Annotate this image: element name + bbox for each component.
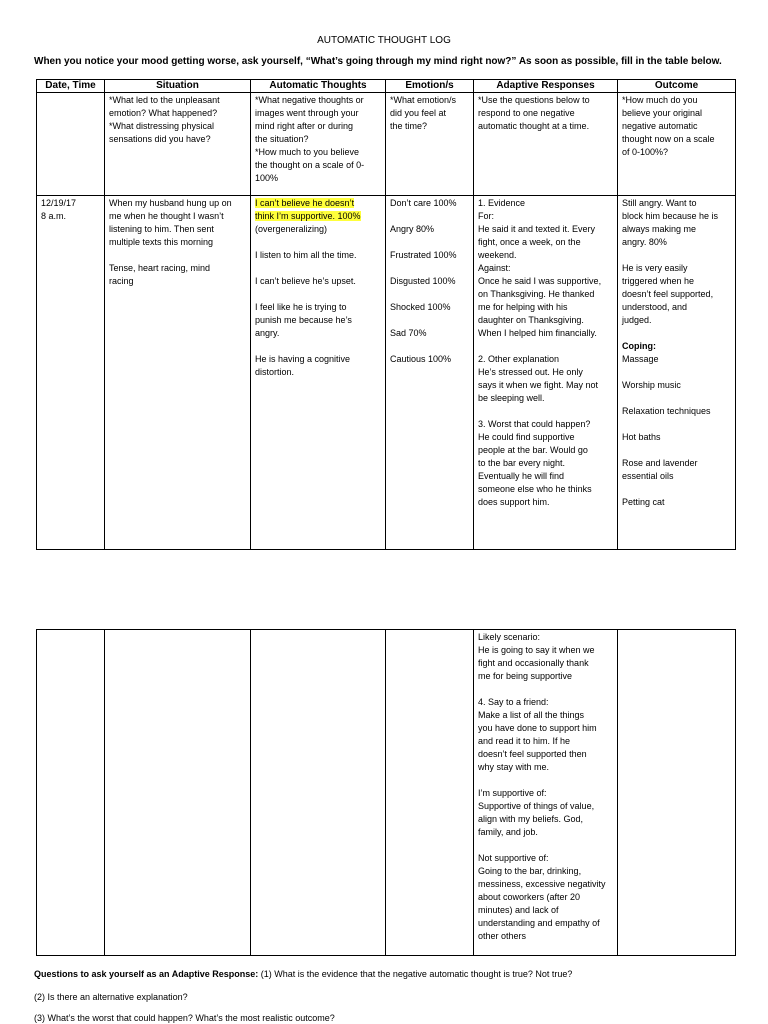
text-line: to the bar every night. — [478, 458, 566, 468]
text-line — [622, 249, 731, 262]
text-line: the situation? — [255, 134, 309, 144]
text-line — [622, 444, 731, 457]
text-line — [622, 392, 731, 405]
coping-label: Coping: — [622, 341, 656, 351]
text-line: He said it and texted it. Every — [478, 224, 596, 234]
entry-thoughts — [251, 196, 386, 550]
text-line: Supportive of things of value, — [478, 801, 595, 811]
text-line: Frustrated 100% — [390, 250, 457, 260]
text-line: He is very easily — [622, 263, 688, 273]
text-line: 2. Other explanation — [478, 354, 560, 364]
text-line: other others — [478, 931, 527, 941]
header-outcome: Outcome — [618, 80, 736, 93]
text-line: He is having a cognitive — [255, 354, 351, 364]
text-line — [255, 288, 381, 301]
text-line: block him because he is — [622, 211, 719, 221]
text-line: racing — [109, 276, 134, 286]
text-line: Massage — [622, 354, 659, 364]
text-line: 12/19/17 — [41, 198, 77, 208]
header-automatic-thoughts: Automatic Thoughts — [251, 80, 386, 93]
text-line: When I helped him financially. — [478, 328, 597, 338]
text-line: 1. Evidence — [478, 198, 526, 208]
text-line: Disgusted 100% — [390, 276, 456, 286]
instructions: When you notice your mood getting worse, ask yourself, “What’s going through my mind right now?” As soon as possible, fill in the table below. — [34, 56, 722, 67]
text-line — [255, 236, 381, 249]
text-line: Still angry. Want to — [622, 198, 697, 208]
text-line: *What led to the unpleasant — [109, 95, 220, 105]
text-line — [109, 249, 246, 262]
text-line: Going to the bar, drinking, — [478, 866, 582, 876]
entry-outcome — [618, 196, 736, 550]
text-line: understood, and — [622, 302, 688, 312]
text-line: weekend. — [478, 250, 517, 260]
cont-emotions — [386, 630, 474, 956]
text-line: people at the bar. Would go — [478, 445, 588, 455]
text-line: doesn’t feel supported then — [478, 749, 587, 759]
text-line: automatic thought at a time. — [478, 121, 590, 131]
continuation-table — [36, 629, 736, 956]
text-line: (overgeneralizing) — [255, 224, 328, 234]
text-line: He could find supportive — [478, 432, 575, 442]
text-line: I can’t believe he’s upset. — [255, 276, 356, 286]
text-line: understanding and empathy of — [478, 918, 600, 928]
text-line: Relaxation techniques — [622, 406, 711, 416]
cont-situation — [105, 630, 251, 956]
text-line: about coworkers (after 20 — [478, 892, 581, 902]
text-line: Petting cat — [622, 497, 665, 507]
text-line: judged. — [622, 315, 652, 325]
text-line: did you feel at — [390, 108, 447, 118]
text-line: messiness, excessive negativity — [478, 879, 606, 889]
text-line: family, and job. — [478, 827, 538, 837]
text-line — [478, 683, 613, 696]
header-situation: Situation — [105, 80, 251, 93]
text-line: why stay with me. — [478, 762, 550, 772]
text-line: 100% — [255, 173, 279, 183]
text-line: Once he said I was supportive, — [478, 276, 602, 286]
header-row — [37, 80, 736, 93]
text-line: daughter on Thanksgiving. — [478, 315, 584, 325]
text-line: I listen to him all the time. — [255, 250, 357, 260]
text-line: He is going to say it when we — [478, 645, 595, 655]
header-adaptive-responses: Adaptive Responses — [474, 80, 618, 93]
text-line: Worship music — [622, 380, 681, 390]
text-line: 3. Worst that could happen? — [478, 419, 591, 429]
text-line: sensations did you have? — [109, 134, 211, 144]
text-line: I’m supportive of: — [478, 788, 547, 798]
text-line: the thought on a scale of 0- — [255, 160, 365, 170]
text-line: multiple texts this morning — [109, 237, 214, 247]
text-line: me for being supportive — [478, 671, 573, 681]
entry-situation — [105, 196, 251, 550]
text-line: distortion. — [255, 367, 295, 377]
text-line: says it when we fight. May not — [478, 380, 599, 390]
text-line: When my husband hung up on — [109, 198, 232, 208]
continuation-row — [37, 630, 736, 956]
text-line: Eventually he will find — [478, 471, 565, 481]
prompt-situation — [105, 93, 251, 196]
question-3: (3) What’s the worst that could happen? What’s the most realistic outcome? — [34, 1013, 335, 1023]
text-line: angry. — [255, 328, 280, 338]
coping-list — [622, 353, 731, 509]
prompt-emotions — [386, 93, 474, 196]
text-line: For: — [478, 211, 495, 221]
text-line: angry. 80% — [622, 237, 667, 247]
text-line: of 0-100%? — [622, 147, 669, 157]
text-line — [390, 340, 469, 353]
cont-responses — [474, 630, 618, 956]
text-line — [390, 288, 469, 301]
text-line — [622, 366, 731, 379]
text-line — [390, 262, 469, 275]
prompt-row — [37, 93, 736, 196]
text-line: *How much do you — [622, 95, 698, 105]
text-line: always making me — [622, 224, 697, 234]
text-line: punish me because he’s — [255, 315, 352, 325]
cont-thoughts — [251, 630, 386, 956]
text-line: *How much to you believe — [255, 147, 360, 157]
cont-date — [37, 630, 105, 956]
text-line: someone else who he thinks — [478, 484, 592, 494]
prompt-thoughts — [251, 93, 386, 196]
text-line: Against: — [478, 263, 511, 273]
text-line: on Thanksgiving. He thanked — [478, 289, 595, 299]
text-line: *What emotion/s — [390, 95, 457, 105]
highlighted-thought: I can’t believe he doesn’t think I’m supportive. 100% — [255, 198, 361, 221]
question-1: (1) What is the evidence that the negative automatic thought is true? Not true? — [260, 969, 573, 979]
text-line: He’s stressed out. He only — [478, 367, 583, 377]
entry-date — [37, 196, 105, 550]
text-line: does support him. — [478, 497, 550, 507]
text-line — [390, 236, 469, 249]
text-line — [478, 340, 613, 353]
text-line — [478, 774, 613, 787]
text-line: I feel like he is trying to — [255, 302, 347, 312]
text-line: align with my beliefs. God, — [478, 814, 584, 824]
text-line — [622, 483, 731, 496]
text-line: be sleeping well. — [478, 393, 545, 403]
text-line — [478, 839, 613, 852]
text-line: *What negative thoughts or — [255, 95, 364, 105]
text-line: me for helping with his — [478, 302, 568, 312]
text-line: Hot baths — [622, 432, 661, 442]
text-line — [255, 262, 381, 275]
entry-row — [37, 196, 736, 550]
thought-log-table — [36, 79, 736, 550]
cont-outcome — [618, 630, 736, 956]
text-line: emotion? What happened? — [109, 108, 218, 118]
text-line: listening to him. Then sent — [109, 224, 214, 234]
text-line: doesn’t feel supported, — [622, 289, 714, 299]
text-line — [622, 418, 731, 431]
text-line: and read it to him. If he — [478, 736, 571, 746]
text-line: negative automatic — [622, 121, 698, 131]
header-date-time: Date, Time — [37, 80, 105, 93]
entry-emotions — [386, 196, 474, 550]
text-line: images went through your — [255, 108, 359, 118]
text-line: Cautious 100% — [390, 354, 452, 364]
text-line: 8 a.m. — [41, 211, 67, 221]
text-line: 4. Say to a friend: — [478, 697, 549, 707]
text-line: me when he thought I wasn’t — [109, 211, 224, 221]
questions-label: Questions to ask yourself as an Adaptive Response: — [34, 969, 259, 979]
text-line: respond to one negative — [478, 108, 575, 118]
text-line: thought now on a scale — [622, 134, 715, 144]
text-line: Don’t care 100% — [390, 198, 457, 208]
text-line: Likely scenario: — [478, 632, 541, 642]
text-line — [478, 405, 613, 418]
text-line — [390, 314, 469, 327]
text-line: Angry 80% — [390, 224, 435, 234]
thought-list — [255, 223, 381, 379]
prompt-outcome — [618, 93, 736, 196]
text-line: Make a list of all the things — [478, 710, 585, 720]
text-line: *Use the questions below to — [478, 95, 590, 105]
text-line: mind right after or during — [255, 121, 354, 131]
prompt-responses — [474, 93, 618, 196]
text-line: fight, once a week, on the — [478, 237, 581, 247]
question-2: (2) Is there an alternative explanation? — [34, 992, 188, 1002]
text-line — [390, 210, 469, 223]
questions-line-1 — [34, 969, 754, 979]
text-line: you have done to support him — [478, 723, 597, 733]
text-line: Tense, heart racing, mind — [109, 263, 211, 273]
prompt-date — [37, 93, 105, 196]
header-emotions: Emotion/s — [386, 80, 474, 93]
text-line: Not supportive of: — [478, 853, 549, 863]
text-line — [255, 340, 381, 353]
page-title: AUTOMATIC THOUGHT LOG — [317, 35, 451, 46]
text-line: believe your original — [622, 108, 703, 118]
text-line: Sad 70% — [390, 328, 427, 338]
text-line: fight and occasionally thank — [478, 658, 589, 668]
text-line: minutes) and lack of — [478, 905, 559, 915]
text-line: Rose and lavender — [622, 458, 698, 468]
entry-responses — [474, 196, 618, 550]
text-line: Shocked 100% — [390, 302, 451, 312]
text-line: essential oils — [622, 471, 674, 481]
outcome-list — [622, 197, 731, 327]
text-line: *What distressing physical — [109, 121, 215, 131]
text-line: the time? — [390, 121, 428, 131]
text-line: triggered when he — [622, 276, 695, 286]
